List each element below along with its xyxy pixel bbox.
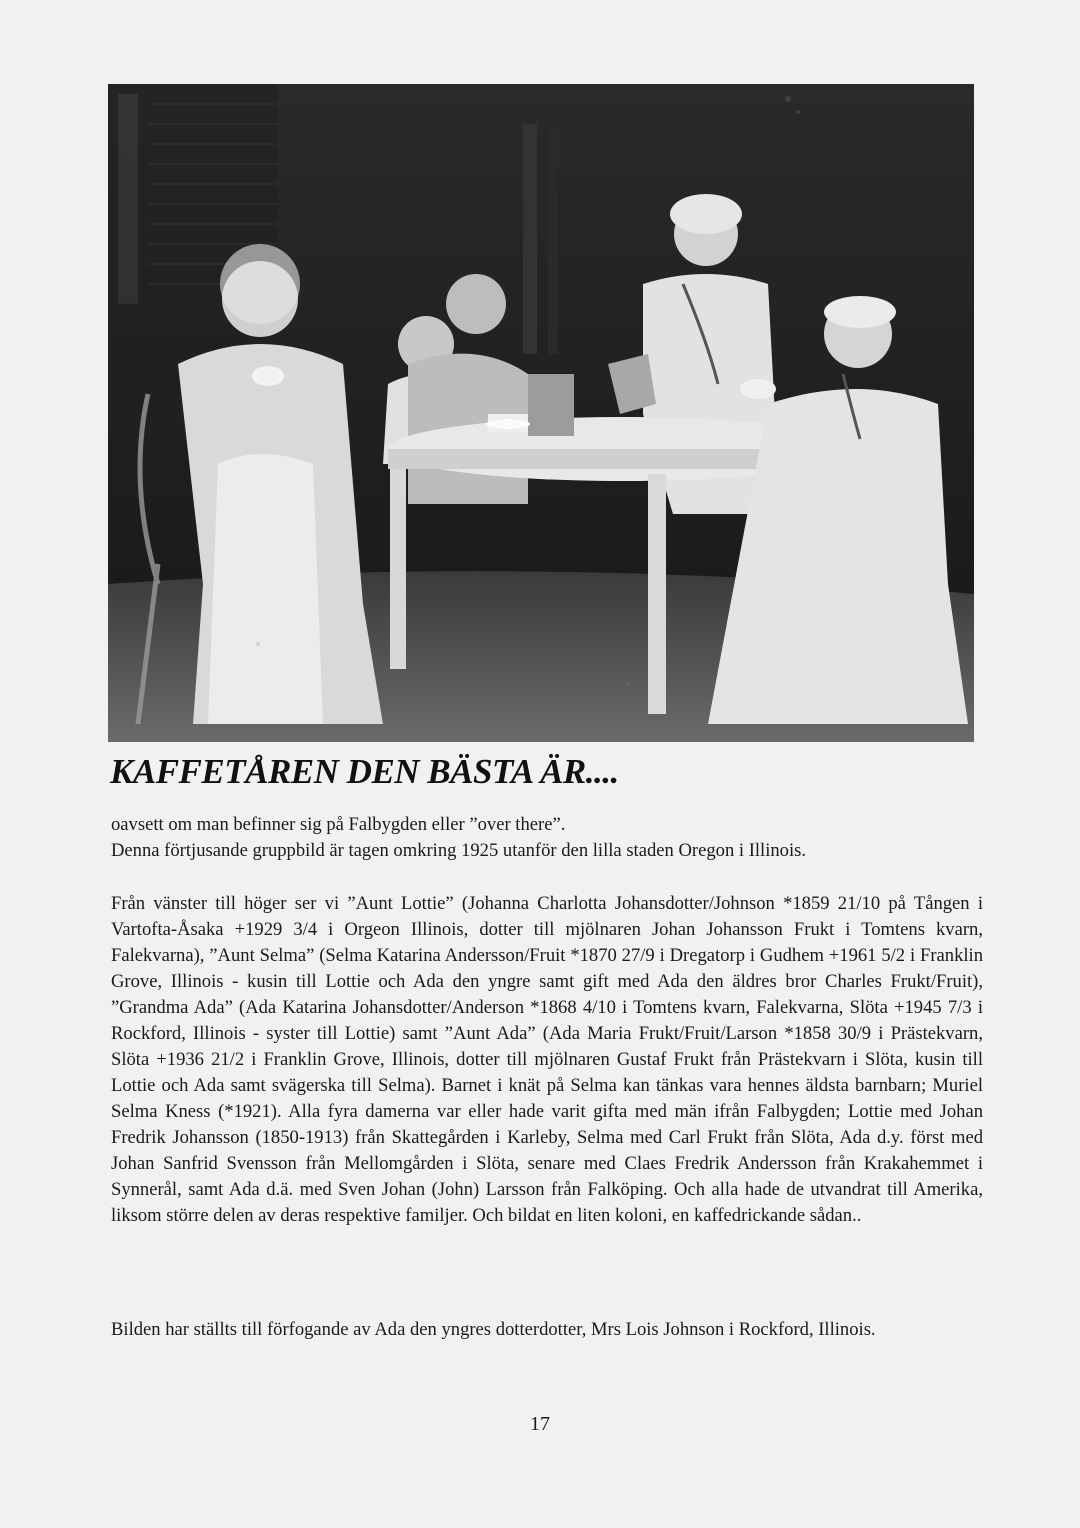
- body-paragraph: Från vänster till höger ser vi ”Aunt Lottie” (Johanna Charlotta Johansdotter/Johnson *1859 21/10 på Tången i Vartofta-Åsaka +1929 3/4 i Orgeon Illinois, dotter till mjölnaren Johan Johansson Frukt i Tomtens kvarn, Falekvarna), ”Aunt Selma” (Selma Katarina Andersson/Fruit *1870 27/9 i Dregatorp i Gudhem +1961 5/2 i Franklin Grove, Illinois - kusin till Lottie och Ada den yngre samt gift med Ada den äldres bror Charles Frukt/Fruit), ”Grandma Ada” (Ada Katarina Johansdotter/Anderson *1868 4/10 i Tomtens kvarn, Falekvarna, Slöta +1945 7/3 i Rockford, Illinois - syster till Lottie) samt ”Aunt Ada” (Ada Maria Frukt/Fruit/Larson *1858 30/9 i Prästekvarn, Slöta +1936 21/2 i Franklin Grove, Illinois, dotter till mjölnaren Gustaf Frukt från Prästekvarn i Slöta, kusin till Lottie och Ada samt svägerska till Selma). Barnet i knät på Selma kan tänkas vara hennes äldsta barnbarn; Muriel Selma Kness (*1921). Alla fyra damerna var eller hade varit gifta med män ifrån Falbygden; Lottie med Johan Fredrik Johansson (1850-1913) från Skattegården i Karleby, Selma med Carl Frukt från Slöta, Ada d.y. först med Johan Sanfrid Svensson från Mellomgården i Slöta, senare med Claes Fredrik Andersson från Krakahemmet i Synnerål, samt Ada d.ä. med Sven Johan (John) Larsson från Falköping. Och alla hade de utvandrat till Amerika, liksom större delen av deras respektive familjer. Och bildat en liten koloni, en kaffedrickande sådan..: [111, 893, 983, 1226]
- group-photo: [108, 84, 974, 742]
- group-photo-illustration: [108, 84, 974, 742]
- lead-line-1: oavsett om man befinner sig på Falbygden eller ”over there”.: [111, 814, 566, 835]
- page-number: 17: [530, 1413, 550, 1435]
- photo-credit: Bilden har ställts till förfogande av Ada den yngres dotterdotter, Mrs Lois Johnson i Rockford, Illinois.: [111, 1319, 876, 1340]
- lead-paragraph: [111, 812, 991, 864]
- lead-line-2: Denna förtjusande gruppbild är tagen omkring 1925 utanför den lilla staden Oregon i Illinois.: [111, 840, 807, 861]
- article-heading: KAFFETÅREN DEN BÄSTA ÄR....: [110, 752, 619, 791]
